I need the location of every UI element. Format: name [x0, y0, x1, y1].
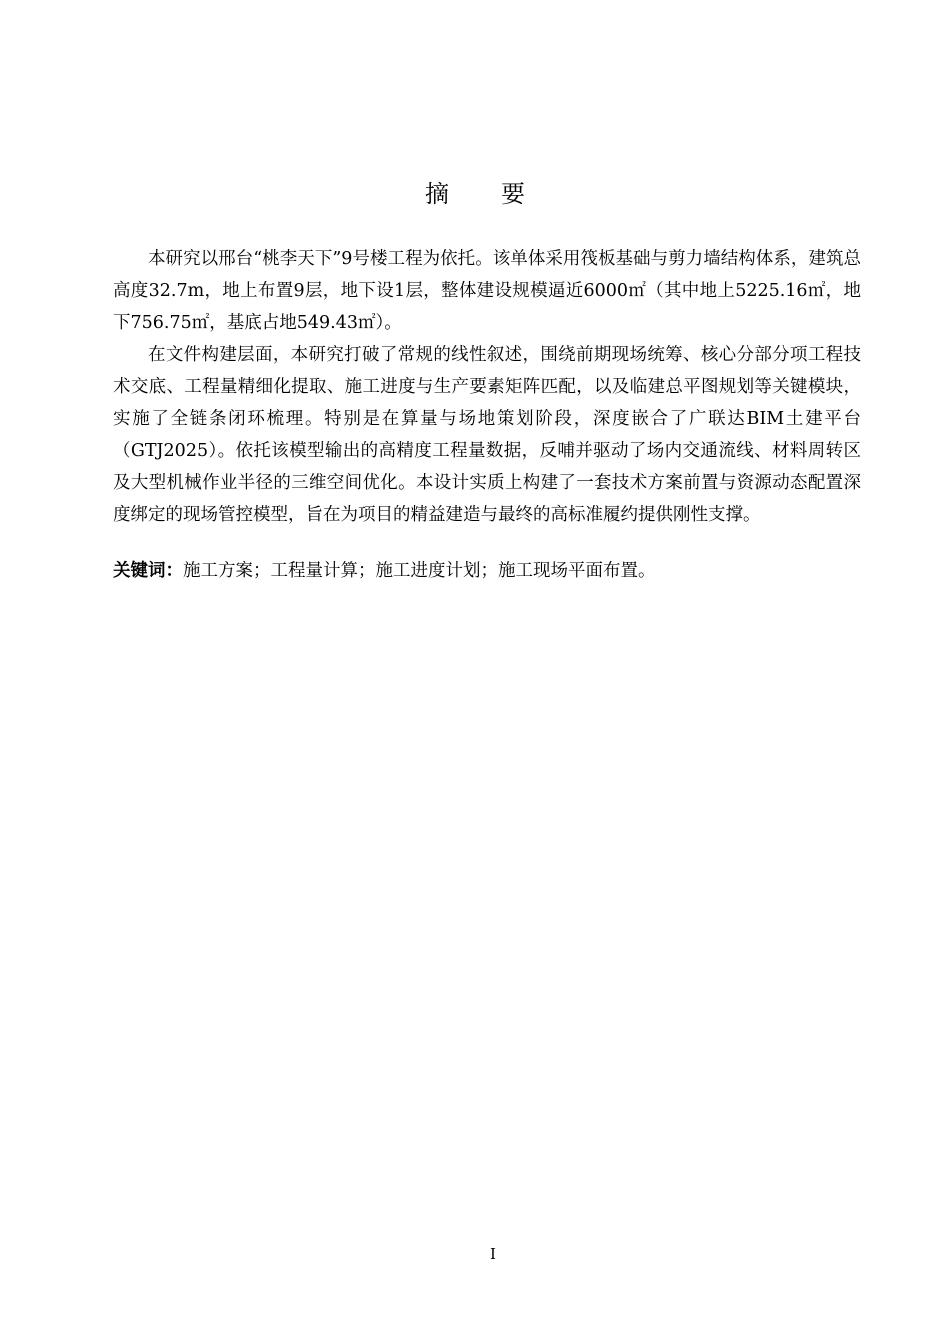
abstract-body: [113, 243, 861, 587]
abstract-title: 摘要: [425, 180, 577, 208]
abstract-paragraph-1: 本研究以邢台“桃李天下”9号楼工程为依托。该单体采用筏板基础与剪力墙结构体系，建筑总高度32.7m，地上布置9层，地下设1层，整体建设规模逼近6000㎡（其中地上5225.16㎡，地下756.75㎡，基底占地549.43㎡）。: [113, 249, 861, 333]
keywords-text: 施工方案；工程量计算；施工进度计划；施工现场平面布置。: [183, 561, 656, 581]
keywords-line: [113, 555, 861, 587]
page-number: I: [490, 1245, 496, 1263]
abstract-paragraph-2: 在文件构建层面，本研究打破了常规的线性叙述，围绕前期现场统筹、核心分部分项工程技术交底、工程量精细化提取、施工进度与生产要素矩阵匹配，以及临建总平图规划等关键模块，实施了全链条闭环梳理。特别是在算量与场地策划阶段，深度嵌合了广联达BIM土建平台（GTJ2025）。依托该模型输出的高精度工程量数据，反哺并驱动了场内交通流线、材料周转区及大型机械作业半径的三维空间优化。本设计实质上构建了一套技术方案前置与资源动态配置深度绑定的现场管控模型，旨在为项目的精益建造与最终的高标准履约提供刚性支撑。: [113, 345, 861, 525]
keywords-label: 关键词：: [113, 561, 183, 581]
